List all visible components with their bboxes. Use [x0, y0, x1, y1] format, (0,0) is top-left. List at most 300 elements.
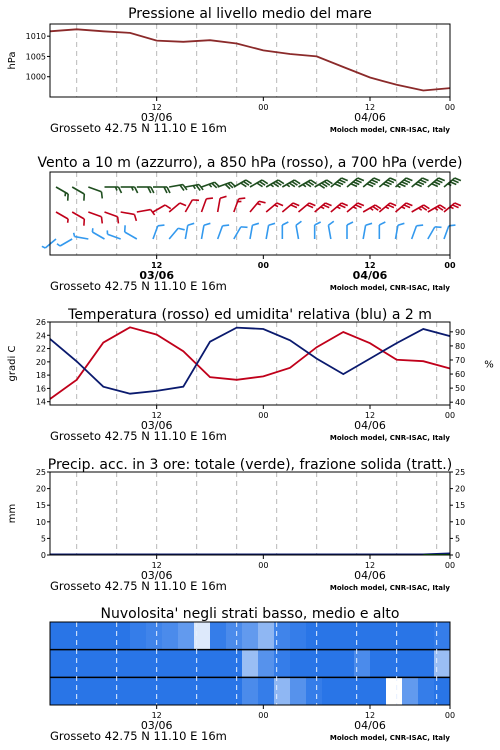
cloud-cell-medio: [418, 650, 435, 678]
cloud-cell-medio: [242, 650, 259, 678]
barb-flag: [252, 222, 258, 226]
cloud-cell-medio: [50, 650, 67, 678]
location-line: Grosseto 42.75 N 11.10 E 16m: [50, 579, 227, 593]
y-tick-label: 14: [35, 397, 46, 407]
barb-flag: [435, 224, 442, 230]
barb-flag: [222, 223, 229, 228]
panel-4: [77, 472, 437, 555]
barb-shaft: [299, 203, 310, 212]
barb-flag: [164, 187, 167, 193]
time-tick-label: 00: [257, 261, 269, 270]
y-tick-label: 0: [40, 551, 46, 560]
barb-shaft: [444, 226, 449, 239]
cloud-cell-basso: [354, 677, 371, 705]
y-tick-label: 15: [35, 501, 46, 511]
date-label: 04/06: [354, 719, 386, 732]
barb-flag: [158, 223, 165, 228]
cloud-cell-alto: [258, 622, 275, 650]
wind-barb-700-hPa: [218, 181, 236, 192]
cloud-cell-basso: [274, 677, 291, 705]
date-label: 04/06: [354, 111, 386, 124]
barb-flag: [188, 222, 194, 226]
time-tick-label: 12: [364, 103, 376, 112]
cloud-cell-medio: [178, 650, 195, 678]
wind-barb-10-m: [328, 221, 337, 239]
cloud-cell-alto: [178, 622, 195, 650]
y-tick-label-right: 20: [455, 484, 466, 494]
wind-barb-10-m: [202, 222, 211, 240]
cloud-cell-medio: [290, 650, 307, 678]
wind-barb-850-hPa: [299, 201, 316, 217]
y-tick-label: 24: [35, 331, 46, 341]
model-credit: Moloch model, CNR-ISAC, Italy: [329, 126, 450, 134]
barb-shaft: [185, 200, 192, 212]
barb-shaft: [105, 212, 118, 217]
wind-barb-10-m: [282, 222, 288, 239]
y-tick-label-right: 40: [455, 398, 466, 408]
barb-shaft: [92, 232, 104, 239]
barb-flag: [296, 221, 302, 225]
y-tick-label-right: 90: [455, 327, 466, 337]
y-tick-label-right: 70: [455, 355, 466, 365]
location-line: Grosseto 42.75 N 11.10 E 16m: [50, 121, 227, 135]
barb-shaft: [56, 187, 68, 194]
cloud-cell-basso: [130, 677, 147, 705]
barb-shaft: [72, 212, 84, 219]
cloud-cell-basso: [98, 677, 115, 705]
barb-flag: [133, 214, 137, 220]
wind-barb-10-m: [250, 222, 259, 240]
date-label: 03/06: [140, 569, 173, 582]
barb-flag: [239, 196, 246, 201]
cloud-cell-medio: [386, 650, 403, 678]
time-tick-label: 12: [151, 411, 162, 420]
wind-barb-700-hPa: [396, 176, 413, 192]
y-tick-label-right: 15: [455, 501, 466, 511]
barb-shaft: [428, 205, 440, 212]
cloud-cell-basso: [162, 677, 179, 705]
wind-barb-10-m: [347, 222, 353, 239]
barb-flag: [99, 217, 104, 224]
time-tick-label: 00: [258, 103, 269, 112]
wind-barb-850-hPa: [137, 209, 155, 218]
cloud-cell-basso: [386, 677, 403, 705]
barb-shaft: [428, 227, 435, 239]
cloud-cell-medio: [322, 650, 339, 678]
barb-shaft: [250, 225, 252, 239]
barb-flag: [366, 222, 372, 226]
time-tick-label: 12: [364, 261, 376, 270]
wind-barb-700-hPa: [185, 184, 203, 193]
barb-shaft: [169, 203, 180, 212]
wind-barb-700-hPa: [412, 176, 429, 192]
cloud-cell-basso: [178, 677, 195, 705]
chart-title: Pressione al livello medio del mare: [128, 6, 372, 22]
y-tick-label-right: 50: [455, 384, 466, 394]
barb-shaft: [218, 198, 220, 212]
y-axis-label: mm: [7, 503, 18, 524]
barb-shaft: [185, 225, 187, 239]
cloud-cell-medio: [98, 650, 115, 678]
wind-barb-700-hPa: [266, 179, 284, 193]
cloud-cell-basso: [290, 677, 307, 705]
wind-barb-700-hPa: [202, 181, 220, 192]
y-axis-label-right: %: [484, 359, 494, 371]
cloud-cell-basso: [50, 677, 67, 705]
barb-flag: [151, 187, 154, 193]
y-tick-label: 25: [35, 468, 46, 477]
wind-barb-850-hPa: [250, 199, 266, 216]
barb-flag: [328, 221, 334, 225]
barb-flag: [220, 195, 226, 199]
y-tick-label: 16: [35, 384, 46, 394]
pressure-series-line: [50, 29, 450, 90]
wind-barb-10-m: [266, 222, 275, 240]
wind-barb-10-m: [315, 222, 321, 239]
barb-shaft: [125, 232, 137, 239]
y-tick-label: 22: [35, 344, 46, 354]
barb-half-flag: [57, 243, 60, 247]
time-tick-label: 00: [258, 561, 269, 570]
barb-flag: [122, 225, 128, 232]
wind-barb-10-m: [234, 224, 248, 242]
panel-1: [77, 24, 437, 97]
time-tick-label: 12: [151, 711, 162, 720]
barb-flag: [81, 219, 87, 226]
wind-barb-700-hPa: [86, 187, 104, 198]
time-tick-label: 00: [258, 411, 269, 420]
wind-barb-850-hPa: [282, 201, 299, 217]
wind-barb-700-hPa: [347, 176, 364, 192]
wind-barb-10-m: [363, 222, 372, 240]
wind-barb-850-hPa: [202, 196, 213, 214]
y-tick-label-right: 25: [455, 468, 466, 477]
chart-title: Nuvolosita' negli strati basso, medio e alto: [100, 606, 400, 622]
wind-barb-850-hPa: [266, 201, 283, 217]
wind-barb-700-hPa: [299, 179, 317, 193]
wind-barb-700-hPa: [444, 176, 461, 192]
wind-barb-10-m: [57, 236, 72, 247]
barb-flag: [119, 187, 122, 193]
cloud-cell-basso: [306, 677, 323, 705]
wind-barb-850-hPa: [86, 212, 104, 223]
barb-shaft: [153, 205, 165, 212]
cloud-cell-medio: [66, 650, 83, 678]
barb-shaft: [121, 212, 135, 214]
cloud-cell-alto: [338, 622, 355, 650]
barb-flag: [81, 194, 87, 201]
panel-3: [77, 322, 437, 405]
barb-shaft: [328, 225, 330, 239]
y-axis-label: hPa: [7, 51, 18, 70]
cloud-cell-alto: [162, 622, 179, 650]
cloud-cell-basso: [242, 677, 259, 705]
wind-barb-10-m: [412, 223, 423, 241]
time-tick-label: 12: [151, 103, 162, 112]
cloud-cell-alto: [210, 622, 227, 650]
date-label: 03/06: [140, 719, 173, 732]
barb-shaft: [45, 239, 56, 248]
barb-flag: [241, 224, 248, 230]
wind-barb-700-hPa: [315, 179, 333, 193]
cloud-cell-alto: [290, 622, 307, 650]
y-tick-label: 1000: [25, 72, 46, 82]
wind-barb-10-m: [185, 222, 194, 240]
cloud-cell-basso: [66, 677, 83, 705]
wind-barb-10-m: [428, 224, 442, 242]
wind-barb-700-hPa: [69, 187, 87, 201]
model-credit: Moloch model, CNR-ISAC, Italy: [329, 284, 450, 292]
barb-flag: [148, 187, 151, 193]
barb-shaft: [108, 234, 121, 239]
location-line: Grosseto 42.75 N 11.10 E 16m: [50, 429, 227, 443]
cloud-cell-medio: [258, 650, 275, 678]
y-tick-label: 20: [35, 484, 46, 494]
cloud-cell-basso: [370, 677, 387, 705]
wind-barb-700-hPa: [105, 187, 122, 193]
wind-barb-850-hPa: [54, 212, 69, 223]
barb-shaft: [412, 226, 417, 239]
barb-shaft: [169, 228, 178, 239]
wind-barb-700-hPa: [250, 179, 268, 193]
cloud-cell-alto: [418, 622, 435, 650]
model-credit: Moloch model, CNR-ISAC, Italy: [329, 434, 450, 442]
time-tick-label: 00: [444, 711, 456, 720]
barb-shaft: [363, 205, 375, 212]
barb-shaft: [88, 187, 101, 192]
barb-flag: [178, 226, 185, 232]
wind-barb-10-m: [218, 223, 229, 241]
barb-flag: [398, 222, 404, 226]
barb-flag: [206, 196, 213, 201]
wind-barb-10-m: [42, 236, 56, 249]
y-tick-label: 10: [35, 517, 46, 527]
time-tick-label: 00: [444, 561, 456, 570]
cloud-cell-medio: [370, 650, 387, 678]
date-label: 04/06: [354, 569, 386, 582]
cloud-cell-basso: [82, 677, 99, 705]
y-tick-label-right: 10: [455, 517, 466, 527]
date-label: 03/06: [140, 111, 173, 124]
time-tick-label: 00: [444, 261, 456, 270]
barb-shaft: [88, 212, 101, 217]
humidity-series-line: [50, 328, 450, 394]
cloud-cell-alto: [386, 622, 403, 650]
y-axis-label: gradi C: [7, 345, 18, 382]
cloud-cell-alto: [322, 622, 339, 650]
time-tick-label: 00: [444, 103, 456, 112]
barb-shaft: [296, 225, 298, 239]
wind-barb-850-hPa: [347, 201, 364, 217]
cloud-cell-basso: [194, 677, 211, 705]
cloud-cell-medio: [402, 650, 419, 678]
panel-1-border: [50, 24, 450, 97]
barb-half-flag: [42, 245, 45, 249]
barb-shaft: [137, 210, 151, 212]
barb-shaft: [363, 225, 365, 239]
barb-shaft: [282, 203, 293, 212]
date-label: 04/06: [352, 269, 388, 282]
cloud-cell-medio: [162, 650, 179, 678]
barb-flag: [282, 222, 288, 225]
cloud-cell-alto: [82, 622, 99, 650]
barb-shaft: [250, 201, 259, 212]
cloud-cell-alto: [370, 622, 387, 650]
cloud-cell-basso: [402, 677, 419, 705]
barb-flag: [379, 222, 385, 225]
y-tick-label: 26: [35, 318, 46, 327]
model-credit: Moloch model, CNR-ISAC, Italy: [329, 584, 450, 592]
cloud-cell-alto: [226, 622, 243, 650]
wind-barb-700-hPa: [169, 184, 187, 193]
wind-barb-10-m: [296, 221, 305, 239]
wind-barb-700-hPa: [153, 187, 170, 193]
y-tick-label: 20: [35, 357, 46, 367]
barb-shaft: [412, 205, 424, 212]
cloud-cell-alto: [242, 622, 259, 650]
barb-flag: [180, 201, 186, 208]
wind-barb-700-hPa: [53, 187, 71, 201]
chart-title: Vento a 10 m (azzurro), a 850 hPa (rosso), a 700 hPa (verde): [37, 155, 463, 171]
wind-barb-700-hPa: [363, 176, 380, 192]
barb-flag: [192, 197, 199, 203]
cloud-cell-alto: [306, 622, 323, 650]
time-tick-label: 12: [364, 711, 376, 720]
wind-barb-700-hPa: [137, 187, 154, 193]
cloud-cell-basso: [146, 677, 163, 705]
barb-shaft: [60, 239, 72, 246]
y-tick-label: 5: [40, 534, 46, 544]
cloud-cell-alto: [66, 622, 83, 650]
cloud-cell-medio: [130, 650, 147, 678]
barb-shaft: [234, 227, 241, 239]
cloud-cell-basso: [258, 677, 275, 705]
wind-barb-850-hPa: [363, 204, 381, 218]
date-label: 04/06: [354, 419, 386, 432]
wind-barb-700-hPa: [121, 187, 138, 193]
time-tick-label: 12: [151, 561, 162, 570]
chart-title: Precip. acc. in 3 ore: totale (verde), frazione solida (tratt.): [47, 457, 453, 473]
wind-barb-10-m: [153, 223, 164, 241]
barb-flag: [204, 222, 210, 226]
location-line: Grosseto 42.75 N 11.10 E 16m: [50, 729, 227, 743]
wind-barb-10-m: [106, 230, 122, 239]
wind-barb-850-hPa: [153, 204, 171, 218]
date-label: 03/06: [139, 269, 174, 282]
barb-shaft: [72, 187, 84, 194]
wind-barb-700-hPa: [331, 176, 348, 192]
y-tick-label-right: 80: [455, 341, 466, 351]
time-tick-label: 12: [364, 561, 376, 570]
wind-barb-850-hPa: [396, 201, 413, 217]
time-tick-label: 00: [258, 711, 269, 720]
y-tick-label-right: 5: [455, 534, 461, 544]
panel-3-border: [50, 322, 450, 405]
barb-shaft: [266, 225, 268, 239]
wind-barb-850-hPa: [379, 201, 396, 217]
time-tick-label: 12: [364, 411, 376, 420]
time-tick-label: 00: [444, 411, 456, 420]
wind-barb-850-hPa: [102, 212, 120, 223]
barb-shaft: [202, 225, 204, 239]
barb-shaft: [218, 226, 223, 239]
barb-flag: [347, 222, 353, 225]
cloud-cell-medio: [338, 650, 355, 678]
wind-barb-10-m: [379, 222, 385, 239]
barb-half-flag: [257, 202, 261, 205]
barb-shaft: [266, 203, 277, 212]
wind-barb-850-hPa: [444, 201, 461, 217]
y-tick-label-right: 60: [455, 370, 466, 380]
cloud-cell-alto: [146, 622, 163, 650]
barb-half-flag: [73, 233, 75, 237]
barb-flag: [99, 192, 104, 199]
wind-barb-850-hPa: [428, 204, 446, 218]
barb-shaft: [202, 199, 207, 212]
barb-flag: [165, 204, 171, 211]
panel-4-border: [50, 472, 450, 555]
wind-barb-850-hPa: [331, 201, 348, 217]
cloud-cell-medio: [306, 650, 323, 678]
wind-barb-10-m: [169, 226, 185, 243]
chart-title: Temperatura (rosso) ed umidita' relativa (blu) a 2 m: [68, 307, 432, 323]
cloud-cell-medio: [82, 650, 99, 678]
time-tick-label: 12: [151, 261, 163, 270]
date-label: 03/06: [140, 419, 173, 432]
precipitation-total-line: [50, 554, 450, 555]
wind-barb-700-hPa: [282, 179, 300, 193]
cloud-cell-basso: [418, 677, 435, 705]
cloud-cell-alto: [402, 622, 419, 650]
barb-flag: [315, 222, 321, 225]
cloud-cell-basso: [210, 677, 227, 705]
wind-barb-850-hPa: [412, 204, 430, 218]
cloud-cell-basso: [338, 677, 355, 705]
cloud-cell-medio: [210, 650, 227, 678]
barb-flag: [135, 187, 138, 193]
cloud-cell-basso: [434, 677, 451, 705]
wind-barb-10-m: [91, 228, 106, 239]
cloud-cell-alto: [50, 622, 67, 650]
wind-barb-850-hPa: [120, 212, 138, 221]
wind-barb-850-hPa: [234, 196, 245, 214]
barb-half-flag: [91, 228, 94, 232]
cloud-cell-medio: [146, 650, 163, 678]
barb-half-flag: [106, 230, 109, 234]
wind-barb-850-hPa: [169, 201, 186, 217]
cloud-cell-alto: [130, 622, 147, 650]
y-tick-label: 1010: [25, 32, 46, 42]
cloud-cell-basso: [322, 677, 339, 705]
model-credit: Moloch model, CNR-ISAC, Italy: [329, 734, 450, 742]
location-line: Grosseto 42.75 N 11.10 E 16m: [50, 279, 227, 293]
wind-barb-850-hPa: [218, 195, 227, 213]
y-tick-label: 18: [35, 371, 46, 381]
barb-shaft: [56, 212, 68, 219]
barb-flag: [269, 222, 275, 226]
barb-flag: [167, 187, 170, 193]
barb-half-flag: [66, 219, 69, 223]
barb-flag: [416, 223, 423, 228]
wind-barb-850-hPa: [69, 212, 87, 226]
cloud-cell-alto: [98, 622, 115, 650]
wind-barb-10-m: [73, 233, 89, 239]
cloud-cell-medio: [226, 650, 243, 678]
wind-barb-10-m: [122, 225, 140, 239]
cloud-cell-basso: [114, 677, 131, 705]
wind-barb-700-hPa: [379, 176, 396, 192]
y-tick-label: 1005: [25, 52, 46, 62]
